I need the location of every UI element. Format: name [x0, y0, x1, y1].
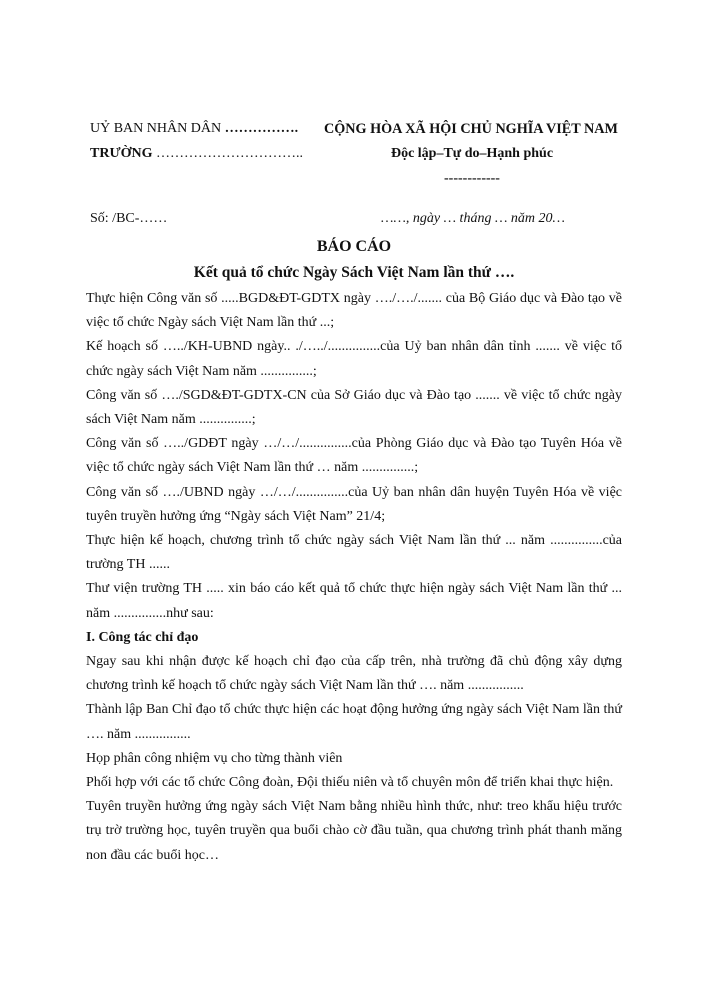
document-date: ……, ngày … tháng … năm 20…: [381, 211, 565, 226]
school-dots: …………………………..: [155, 146, 303, 161]
section-heading: I. Công tác chỉ đạo: [86, 629, 199, 645]
paragraph: Kế hoạch số …../KH-UBND ngày.. ./…../...............của Uỷ ban nhân dân tỉnh ....... về việc tổ chức ngày sách Việt Nam năm ...............;: [86, 339, 622, 379]
paragraph: Thực hiện kế hoạch, chương trình tổ chức ngày sách Việt Nam lần thứ ... năm ...............của trường TH ......: [86, 533, 622, 573]
national-motto: Độc lập–Tự do–Hạnh phúc: [390, 146, 554, 161]
paragraph: Tuyên truyền hưởng ứng ngày sách Việt Nam bằng nhiều hình thức, như: treo khẩu hiệu trước trụ trờ trường học, tuyên truyền qua buổi chào cờ đầu tuần, qua chương trình phát thanh măng non đầu các buổi học…: [86, 799, 622, 863]
paragraph: Công văn số …./UBND ngày …/…/...............của Uỷ ban nhân dân huyện Tuyên Hóa về việc tuyên truyền hưởng ứng “Ngày sách Việt Nam” 21/4;: [86, 484, 622, 524]
authority-label: UỶ BAN NHÂN DÂN: [90, 121, 222, 136]
document-number: Số: /BC-……: [90, 211, 168, 226]
school-label: TRƯỜNG: [90, 146, 153, 161]
paragraph: Thư viện trường TH ..... xin báo cáo kết quả tổ chức thực hiện ngày sách Việt Nam lần thứ ... năm ...............như sau:: [86, 581, 622, 621]
paragraph: Họp phân công nhiệm vụ cho từng thành viên: [86, 750, 343, 766]
motto-underline: ------------: [444, 171, 500, 186]
paragraph: Thực hiện Công văn số .....BGD&ĐT-GDTX ngày …./…./....... của Bộ Giáo dục và Đào tạo về việc tổ chức Ngày sách Việt Nam lần thứ ...;: [86, 291, 622, 331]
paragraph: Ngay sau khi nhận được kế hoạch chỉ đạo của cấp trên, nhà trường đã chủ động xây dựng chương trình kế hoạch tổ chức ngày sách Việt Nam lần thứ …. năm ................: [86, 654, 622, 694]
paragraph: Công văn số …../GDĐT ngày …/…/...............của Phòng Giáo dục và Đào tạo Tuyên Hóa về việc tổ chức ngày sách Việt Nam lần thứ … năm ...............;: [86, 436, 622, 476]
paragraph: Phối hợp với các tổ chức Công đoàn, Đội thiếu niên và tổ chuyên môn để triển khai thực hiện.: [86, 775, 614, 791]
authority-dots: …………….: [224, 121, 299, 136]
paragraph: Thành lập Ban Chỉ đạo tổ chức thực hiện các hoạt động hưởng ứng ngày sách Việt Nam lần thứ …. năm ................: [86, 702, 622, 742]
document-body: [86, 287, 622, 868]
school-line: [90, 145, 303, 163]
national-title: CỘNG HÒA XÃ HỘI CHỦ NGHĨA VIỆT NAM: [324, 121, 618, 137]
document-title: BÁO CÁO: [316, 238, 392, 255]
authority-line: [90, 120, 298, 138]
paragraph: Công văn số …./SGD&ĐT-GDTX-CN của Sở Giáo dục và Đào tạo ....... về việc tổ chức ngày sách Việt Nam năm ...............;: [86, 387, 622, 428]
document-subtitle: Kết quả tổ chức Ngày Sách Việt Nam lần thứ ….: [193, 264, 515, 281]
